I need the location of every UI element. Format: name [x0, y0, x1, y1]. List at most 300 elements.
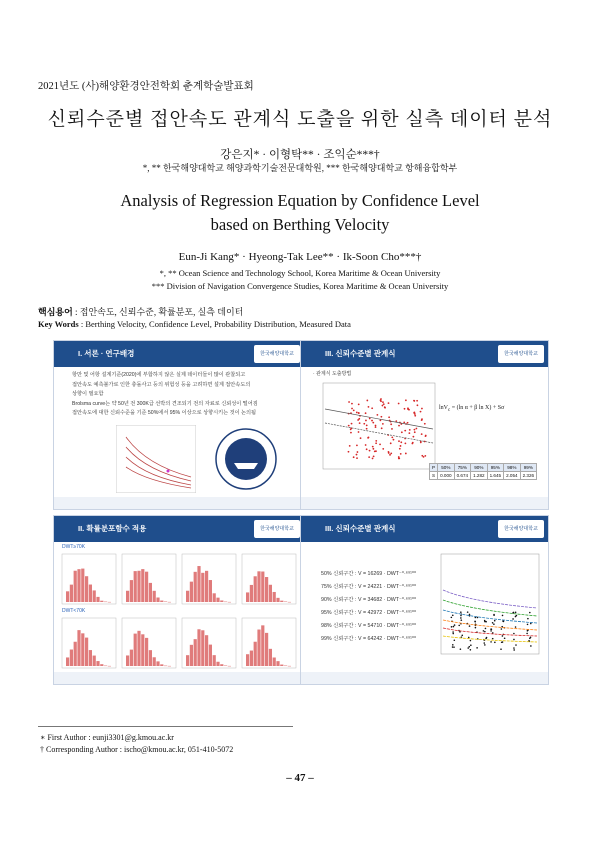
scatter-point: [423, 456, 425, 458]
velocity-point: [500, 648, 502, 650]
scatter-point: [375, 450, 377, 452]
authors-korean: 강은지* · 이형탁** · 조익순***†: [220, 149, 380, 161]
table-cell: S: [430, 472, 438, 480]
scatter-point: [404, 442, 406, 444]
velocity-point: [530, 636, 532, 638]
scatter-point: [372, 446, 374, 448]
scatter-point: [391, 428, 393, 430]
velocity-point: [452, 646, 454, 648]
velocity-point: [454, 639, 456, 641]
table-cell: 2.326: [520, 472, 537, 480]
histogram-bar: [81, 633, 84, 666]
university-logo: 한국해양대학교: [498, 520, 544, 538]
scatter-point: [416, 400, 418, 402]
histogram-bar: [85, 638, 88, 666]
scatter-point: [391, 436, 393, 438]
histogram-bar: [96, 597, 99, 602]
histogram-bar: [164, 601, 167, 602]
histogram-bar: [77, 630, 80, 666]
velocity-point: [470, 649, 472, 651]
scatter-point: [348, 451, 350, 453]
table-cell: 1.645: [487, 472, 504, 480]
scatter-point: [408, 432, 410, 434]
scatter-point: [421, 418, 423, 420]
group-label-large: DWT≥70K: [62, 544, 86, 550]
slide-header: [54, 516, 304, 542]
table-cell: 95%: [487, 464, 504, 472]
slide-header: [301, 341, 548, 367]
scatter-point: [365, 420, 367, 422]
histogram-bar: [254, 576, 257, 602]
histogram-bar: [246, 592, 249, 602]
scatter-point: [405, 453, 407, 455]
scatter-point: [372, 448, 374, 450]
histogram-bar: [137, 571, 140, 602]
bullet-item: 항만 및 어항 설계기준(2020)에 부합하지 않은 실제 데이터들이 많이 관찰되고: [72, 372, 246, 378]
affiliation-korean: *, ** 한국해양대학교 해양과학기술전문대학원, *** 한국해양대학교 항해융합학부: [142, 163, 458, 173]
equation-item: 75% 신뢰구간 : V = 24221 · DWT⁻⁰·⁶⁹¹⁰⁰: [321, 584, 417, 590]
slide-header: [54, 341, 304, 367]
velocity-point: [453, 646, 455, 648]
velocity-point: [490, 628, 492, 630]
table-row: [430, 472, 537, 480]
histogram-bar: [145, 572, 148, 602]
histogram-bar: [145, 638, 148, 666]
scatter-point: [363, 423, 365, 425]
scatter-point: [349, 445, 351, 447]
histogram-bar: [209, 645, 212, 666]
velocity-point: [460, 615, 462, 617]
velocity-point: [501, 641, 503, 643]
histogram-bar: [160, 664, 163, 666]
scatter-point: [353, 456, 355, 458]
velocity-point: [502, 615, 504, 617]
scatter-point: [413, 412, 415, 414]
scatter-point: [371, 407, 373, 409]
title-english-line2: based on Berthing Velocity: [210, 215, 390, 234]
velocity-point: [515, 616, 517, 618]
histogram-bar: [190, 582, 193, 602]
velocity-point: [452, 631, 454, 633]
scatter-point: [368, 456, 370, 458]
velocity-point: [515, 626, 517, 628]
scatter-point: [376, 414, 378, 416]
scatter-point: [412, 442, 414, 444]
velocity-point: [468, 646, 470, 648]
velocity-point: [468, 637, 470, 639]
scatter-point: [390, 442, 392, 444]
histogram-bar: [209, 580, 212, 602]
scatter-point: [412, 436, 414, 438]
histogram-bar: [153, 591, 156, 602]
velocity-point: [451, 617, 453, 619]
scatter-point: [365, 412, 367, 414]
histogram-bar: [265, 633, 268, 666]
table-cell: 90%: [471, 464, 488, 472]
histogram-bar: [100, 664, 103, 666]
velocity-point: [485, 621, 487, 623]
histogram-bar: [269, 585, 272, 602]
scatter-point: [356, 444, 358, 446]
scatter-point: [404, 430, 406, 432]
velocity-point: [526, 633, 528, 635]
slide-footer: [54, 497, 304, 509]
group-label-small: DWT<70K: [62, 608, 86, 614]
slide-footer: [301, 497, 548, 509]
histogram-bar: [224, 666, 227, 667]
histogram-bar: [284, 602, 287, 603]
piancs-logo: [214, 427, 278, 491]
scatter-point: [366, 424, 368, 426]
scatter-point: [413, 400, 415, 402]
bullet-item: 접안속도에 대한 신뢰수준을 기준 50%에서 95% 이상으로 상향시키는 것이 논의됨: [72, 410, 257, 416]
velocity-point: [454, 624, 456, 626]
histogram-bar: [224, 602, 227, 603]
scatter-point: [405, 399, 407, 401]
velocity-point: [494, 642, 496, 644]
velocity-point: [527, 624, 529, 626]
histogram-bar: [66, 657, 69, 666]
scatter-point: [375, 426, 377, 428]
scatter-point: [348, 425, 350, 427]
velocity-point: [475, 627, 477, 629]
histogram-bar: [156, 597, 159, 602]
histogram-bar: [220, 600, 223, 602]
histogram-bar: [104, 666, 107, 667]
velocity-point: [460, 648, 462, 650]
velocity-point: [502, 635, 504, 637]
scatter-point: [368, 437, 370, 439]
scatter-point: [399, 448, 401, 450]
scatter-point: [373, 455, 375, 457]
histogram-bar: [70, 650, 73, 666]
histogram-bar: [201, 573, 204, 602]
scatter-point: [357, 451, 359, 453]
scatter-point: [356, 454, 358, 456]
scatter-point: [369, 450, 371, 452]
histogram-bar: [288, 666, 291, 667]
velocity-point: [460, 619, 462, 621]
histogram-bar: [197, 566, 200, 602]
histogram-bar: [89, 585, 92, 602]
scatter-point: [393, 439, 395, 441]
histogram-bar: [96, 661, 99, 666]
histogram-bar: [149, 650, 152, 666]
velocity-point: [504, 637, 506, 639]
slide-footer: [301, 672, 548, 684]
scatter-point: [360, 437, 362, 439]
velocity-point: [485, 638, 487, 640]
scatter-point: [414, 429, 416, 431]
slide-title: III. 신뢰수준별 관계식: [325, 524, 396, 533]
scatter-point: [358, 412, 360, 414]
histogram-bar: [213, 655, 216, 666]
equation-list: [321, 568, 416, 646]
histogram-bar: [137, 631, 140, 666]
scatter-point: [351, 403, 353, 405]
velocity-point: [485, 628, 487, 630]
histogram-bar: [257, 630, 260, 666]
histogram-bar: [77, 569, 80, 602]
scatter-point: [382, 401, 384, 403]
histogram-bar: [254, 642, 257, 666]
velocity-point: [469, 625, 471, 627]
table-cell: 50%: [438, 464, 455, 472]
velocity-point: [501, 628, 503, 630]
histogram-bar: [74, 571, 77, 602]
scatter-point: [358, 431, 360, 433]
velocity-point: [467, 647, 469, 649]
velocity-point: [452, 633, 454, 635]
scatter-point: [409, 429, 411, 431]
histogram-bar: [190, 645, 193, 666]
scatter-point: [415, 428, 417, 430]
histogram-bar: [186, 655, 189, 666]
velocity-point: [513, 647, 515, 649]
histogram-bar: [205, 635, 208, 666]
velocity-point: [458, 625, 460, 627]
velocity-point: [530, 623, 532, 625]
velocity-point: [527, 630, 529, 632]
histogram-bar: [134, 634, 137, 666]
histogram-bar: [288, 602, 291, 603]
percentile-table: [429, 463, 537, 480]
slide-subtitle: · 관계식 도출방법: [313, 371, 352, 377]
scatter-point: [398, 425, 400, 427]
histogram-bar: [74, 642, 77, 666]
scatter-point: [357, 419, 359, 421]
scatter-point: [382, 448, 384, 450]
university-logo: 한국해양대학교: [254, 520, 300, 538]
velocity-point: [467, 611, 469, 613]
histogram-bar: [81, 569, 84, 602]
scatter-point: [356, 412, 358, 414]
scatter-point: [366, 400, 368, 402]
slide-introduction: [53, 340, 305, 510]
histogram-bar: [108, 602, 111, 603]
velocity-point: [490, 641, 492, 643]
scatter-point: [380, 416, 382, 418]
histogram-bar: [134, 571, 137, 602]
velocity-point: [460, 617, 462, 619]
scatter-point: [366, 428, 368, 430]
velocity-point: [512, 618, 514, 620]
scatter-point: [421, 433, 423, 435]
scatter-point: [351, 423, 353, 425]
scatter-point: [372, 422, 374, 424]
histogram-bar: [280, 601, 283, 602]
scatter-point: [375, 440, 377, 442]
histogram-bar: [284, 666, 287, 667]
scatter-point: [383, 403, 385, 405]
histogram-bar: [160, 601, 163, 602]
bullet-item: Brolsma curve는 약 50년 전 300K급 선박의 견조되기 전의 자료로 신뢰성이 떨어짐: [72, 400, 258, 407]
histogram-bar: [89, 650, 92, 666]
histogram-bar: [228, 666, 231, 667]
scatter-point: [424, 423, 426, 425]
scatter-point: [375, 425, 377, 427]
scatter-point: [390, 423, 392, 425]
velocity-point: [493, 614, 495, 616]
velocity-point: [494, 620, 496, 622]
scatter-point: [420, 411, 422, 413]
velocity-point: [451, 626, 453, 628]
histogram-bar: [216, 598, 219, 602]
histogram-bar: [261, 625, 264, 666]
histogram-bar: [201, 630, 204, 666]
keywords-english-label: Key Words: [38, 319, 79, 329]
intro-bullets: [72, 371, 297, 419]
brolsma-curve-figure: [116, 425, 196, 493]
velocity-point: [484, 644, 486, 646]
histogram-bar: [276, 598, 279, 602]
slide-title: III. 신뢰수준별 관계식: [325, 349, 396, 358]
velocity-point: [515, 611, 517, 613]
histogram-bar: [100, 601, 103, 602]
footnote-corresponding-author: † Corresponding Author : ischo@kmou.ac.kr, 051-410-5072: [40, 745, 234, 754]
regression-scatter-plot: [311, 379, 441, 489]
page-number: – 47 –: [286, 772, 314, 784]
histogram-bar: [126, 655, 129, 666]
histogram-bar: [194, 572, 197, 602]
title-korean: 신뢰수준별 접안속도 관계식 도출을 위한 실측 데이터 분석: [47, 109, 553, 130]
velocity-point: [492, 638, 494, 640]
university-logo: 한국해양대학교: [254, 345, 300, 363]
velocity-point: [490, 630, 492, 632]
equation-item: 99% 신뢰구간 : V = 64242 · DWT⁻⁰·⁶⁹¹⁰⁰: [321, 636, 417, 642]
velocity-point: [484, 620, 486, 622]
velocity-point: [492, 632, 494, 634]
equation-item: 98% 신뢰구간 : V = 54710 · DWT⁻⁰·⁶⁹¹⁰⁰: [321, 623, 417, 629]
velocity-point: [452, 614, 454, 616]
scatter-point: [414, 415, 416, 417]
velocity-point: [470, 640, 472, 642]
logo-center: [225, 438, 267, 480]
equation-item: 50% 신뢰구간 : V = 16269 · DWT⁻⁰·⁶⁹¹⁰⁰: [321, 571, 417, 577]
histogram-bar: [70, 585, 73, 602]
histogram-bar: [220, 664, 223, 666]
keywords-korean-label: 핵심용어: [38, 307, 73, 317]
scatter-point: [368, 406, 370, 408]
table-cell: 2.054: [504, 472, 521, 480]
histogram-bar: [269, 649, 272, 666]
scatter-point: [382, 405, 384, 407]
affiliation-english-1: *, ** Ocean Science and Technology School, Korea Maritime & Ocean University: [159, 268, 441, 278]
scatter-point: [365, 444, 367, 446]
histogram-bar: [205, 571, 208, 602]
histogram-bar: [130, 650, 133, 666]
scatter-point: [403, 421, 405, 423]
scatter-point: [400, 453, 402, 455]
title-english: [0, 189, 600, 237]
velocity-point: [513, 649, 515, 651]
histogram-bar: [186, 591, 189, 602]
scatter-point: [351, 408, 353, 410]
regression-equation: lnV$_c$ = (ln α + β ln X) + Sσ: [439, 405, 505, 414]
histogram-bar: [250, 585, 253, 602]
velocity-point: [484, 631, 486, 633]
velocity-point: [503, 621, 505, 623]
velocity-point: [493, 623, 495, 625]
scatter-point: [375, 442, 377, 444]
keywords-korean: [38, 305, 243, 318]
scatter-point: [359, 422, 361, 424]
authors-english: Eun-Ji Kang* · Hyeong-Tak Lee** · Ik-Soon Cho***†: [178, 251, 422, 263]
histogram-bar: [104, 602, 107, 603]
histogram-bar: [213, 593, 216, 602]
histogram-bar: [280, 665, 283, 666]
velocity-point: [452, 644, 454, 646]
velocity-point: [460, 611, 462, 613]
table-cell: 99%: [520, 464, 537, 472]
velocity-point: [461, 635, 463, 637]
affiliation-english-2: *** Division of Navigation Convergence Studies, Korea Maritime & Ocean University: [151, 281, 449, 291]
histogram-bar: [85, 576, 88, 602]
histogram-bar: [164, 666, 167, 667]
velocity-point: [474, 621, 476, 623]
scatter-point: [353, 409, 355, 411]
scatter-point: [388, 416, 390, 418]
histogram-bar: [228, 602, 231, 603]
university-logo: 한국해양대학교: [498, 345, 544, 363]
scatter-point: [372, 458, 374, 460]
keywords-korean-text: : 접안속도, 신뢰수준, 확률분포, 실측 데이터: [75, 307, 244, 317]
scatter-point: [389, 454, 391, 456]
velocity-point: [513, 633, 515, 635]
scatter-point: [414, 431, 416, 433]
scatter-point: [388, 452, 390, 454]
keywords-english-text: : Berthing Velocity, Confidence Level, Probability Distribution, Measured Data: [80, 319, 351, 329]
table-cell: P: [430, 464, 438, 472]
histogram-bar: [141, 569, 144, 602]
table-cell: 1.282: [471, 472, 488, 480]
scatter-point: [400, 445, 402, 447]
table-cell: 0.000: [438, 472, 455, 480]
scatter-point: [366, 448, 368, 450]
histogram-bar: [168, 666, 171, 667]
histogram-bar: [141, 634, 144, 666]
histogram-bar: [216, 662, 219, 666]
histogram-bar: [156, 661, 159, 666]
scatter-point: [371, 420, 373, 422]
histogram-bar: [194, 639, 197, 666]
table-cell: 0.674: [454, 472, 471, 480]
histogram-bar: [93, 656, 96, 666]
table-cell: 75%: [454, 464, 471, 472]
scatter-point: [398, 440, 400, 442]
histogram-bar: [130, 580, 133, 602]
equation-item: 90% 신뢰구간 : V = 34682 · DWT⁻⁰·⁶⁹¹⁰⁰: [321, 597, 417, 603]
scatter-point: [408, 409, 410, 411]
velocity-point: [527, 618, 529, 620]
velocity-point: [530, 645, 532, 647]
scatter-point: [379, 443, 381, 445]
velocity-point: [483, 630, 485, 632]
histogram-bar: [250, 651, 253, 666]
scatter-point: [384, 406, 386, 408]
scatter-point: [417, 404, 419, 406]
scatter-point: [369, 418, 371, 420]
bullet-item: 접안속도 예측불가로 인한 충돌사고 등의 위험성 등을 고려하면 설계 접안속도의: [72, 381, 251, 388]
histogram-bar: [246, 654, 249, 666]
velocity-point: [483, 642, 485, 644]
scatter-point: [400, 441, 402, 443]
histogram-bar: [153, 657, 156, 666]
scatter-point: [390, 452, 392, 454]
velocity-point: [529, 612, 531, 614]
histogram-bar: [126, 591, 129, 602]
scatter-point: [404, 408, 406, 410]
